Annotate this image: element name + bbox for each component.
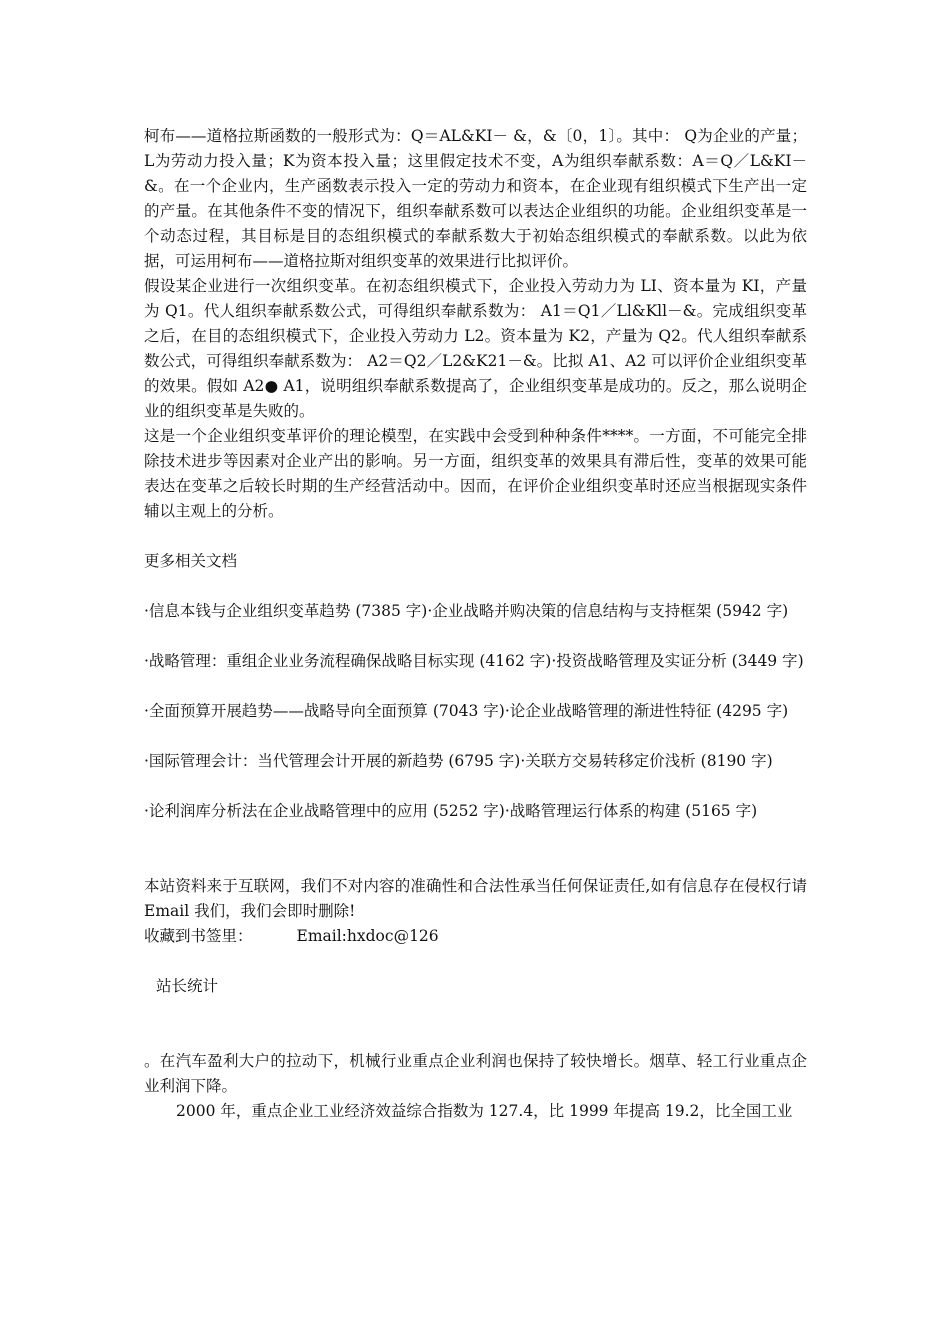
spacer	[144, 524, 807, 549]
spacer	[144, 824, 807, 874]
site-stats-link[interactable]: 站长统计	[156, 977, 219, 995]
disclaimer-text: 本站资料来于互联网，我们不对内容的准确性和合法性承当任何保证责任,如有信息存在侵权行请 Email 我们，我们会即时删除!	[144, 877, 807, 920]
article-paragraph: 假设某企业进行一次组织变革。在初态组织模式下，企业投入劳动力为 LI、资本量为 KI，产量为 Q1。代人组织奉献系数公式，可得组织奉献系数为： A1＝Q1／Ll&Kll－&。完成组织变革之后，在目的态组织模式下，企业投入劳动力 L2。资本量为 K2，产量为 Q2。代人组织奉献系数公式，可得组织奉献系数为： A2＝Q2／L2&K21－&。比拟 A1、A2 可以评价企业组织变革的效果。假如 A2● A1，说明组织奉献系数提高了，企业组织变革是成功的。反之，那么说明企业的组织变革是失败的。	[144, 277, 807, 420]
spacer	[144, 999, 807, 1049]
email-link[interactable]: Email:hxdoc@126	[296, 927, 439, 945]
tail-paragraph: 。在汽车盈利大户的拉动下，机械行业重点企业利润也保持了较快增长。烟草、轻工行业重点企业利润下降。	[144, 1052, 807, 1095]
spacer	[144, 949, 807, 974]
tail-paragraph: 2000 年，重点企业工业经济效益综合指数为 127.4，比 1999 年提高 19.2，比全国工业	[176, 1102, 793, 1120]
bookmark-line	[144, 924, 807, 949]
related-doc-link[interactable]: ·战略管理：重组企业业务流程确保战略目标实现 (4162 字)·投资战略管理及实证分析 (3449 字)	[144, 652, 804, 670]
spacer	[144, 674, 807, 699]
related-doc-link[interactable]: ·国际管理会计：当代管理会计开展的新趋势 (6795 字)·关联方交易转移定价浅析 (8190 字)	[144, 752, 773, 770]
related-doc-link[interactable]: ·论利润库分析法在企业战略管理中的应用 (5252 字)·战略管理运行体系的构建 (5165 字)	[144, 802, 758, 820]
related-doc-link[interactable]: ·信息本钱与企业组织变革趋势 (7385 字)·企业战略并购决策的信息结构与支持框架 (5942 字)	[144, 602, 789, 620]
article-paragraph: 这是一个企业组织变革评价的理论模型，在实践中会受到种种条件****。一方面，不可能完全排除技术进步等因素对企业产出的影响。另一方面，组织变革的效果具有滞后性，变革的效果可能表达在变革之后较长时期的生产经营活动中。因而，在评价企业组织变革时还应当根据现实条件辅以主观上的分析。	[144, 427, 807, 520]
spacer	[144, 774, 807, 799]
document-content	[144, 124, 807, 1124]
related-doc-link[interactable]: ·全面预算开展趋势——战略导向全面预算 (7043 字)·论企业战略管理的渐进性特征 (4295 字)	[144, 702, 789, 720]
article-paragraph: 柯布——道格拉斯函数的一般形式为：Q＝AL&KI－ &，&〔0，1〕。其中： Q为企业的产量； L为劳动力投入量；K为资本投入量；这里假定技术不变，A为组织奉献系数：A＝Q／L&KI－&。在一个企业内，生产函数表示投入一定的劳动力和资本，在企业现有组织模式下生产出一定的产量。在其他条件不变的情况下，组织奉献系数可以表达企业组织的功能。企业组织变革是一个动态过程，其目标是目的态组织模式的奉献系数大于初始态组织模式的奉献系数。以此为依据，可运用柯布——道格拉斯对组织变革的效果进行比拟评价。	[144, 127, 807, 270]
bookmark-label[interactable]: 收藏到书签里：	[144, 927, 253, 945]
spacer	[144, 624, 807, 649]
spacer	[144, 724, 807, 749]
related-heading: 更多相关文档	[144, 552, 238, 570]
spacer	[144, 574, 807, 599]
